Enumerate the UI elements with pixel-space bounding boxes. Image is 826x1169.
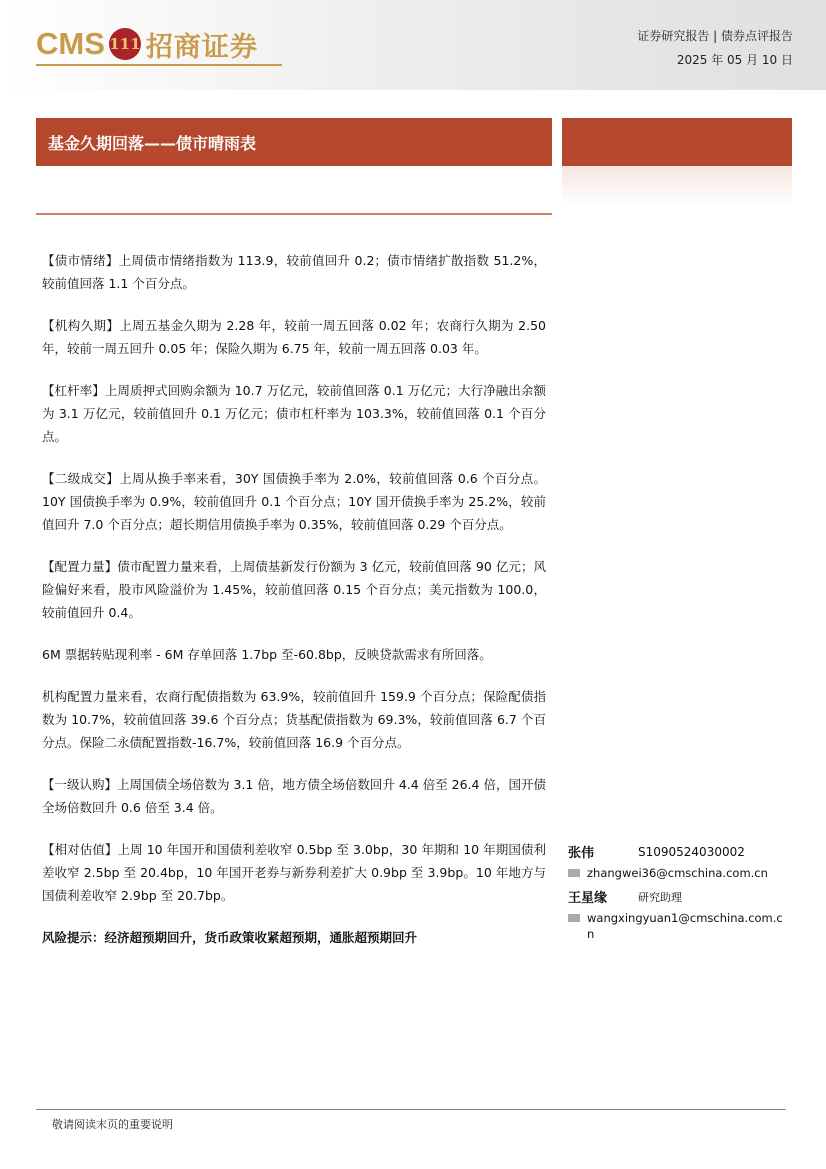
footer-divider [36, 1109, 786, 1110]
paragraph-duration: 【机构久期】上周五基金久期为 2.28 年，较前一周五回落 0.02 年；农商行久期为 2.50 年，较前一周五回升 0.05 年；保险久期为 6.75 年，较前一周五回落 0.03 年。 [42, 318, 546, 356]
analyst-2-row [568, 886, 790, 907]
analyst-1-id: S1090524030002 [638, 844, 745, 859]
logo-emblem-icon: 111 [109, 28, 141, 60]
logo-underline [36, 64, 282, 66]
analyst-1-name: 张伟 [568, 846, 595, 861]
sidebar-fade [562, 166, 792, 206]
page-title: 基金久期回落——债市晴雨表 [48, 133, 257, 153]
paragraph-institution-allocation: 机构配置力量来看，农商行配债指数为 63.9%，较前值回升 159.9 个百分点；保险配债指数为 10.7%，较前值回落 39.6 个百分点；货基配债指数为 69.3%，较前值回落 6.7 个百分点。保险二永债配置指数-16.7%，较前值回落 16.9 个百分点。 [42, 689, 546, 750]
paragraph-bill-rate: 6M 票据转贴现利率 - 6M 存单回落 1.7bp 至-60.8bp，反映贷款需求有所回落。 [42, 647, 492, 662]
mail-icon [568, 914, 580, 922]
paragraph-primary-subscription: 【一级认购】上周国债全场倍数为 3.1 倍，地方债全场倍数回升 4.4 倍至 26.4 倍，国开债全场倍数回升 0.6 倍至 3.4 倍。 [42, 777, 546, 815]
analyst-2-email[interactable]: wangxingyuan1@cmschina.com.cn [587, 911, 783, 941]
paragraph-secondary-trading: 【二级成交】上周从换手率来看，30Y 国债换手率为 2.0%，较前值回落 0.6 个百分点。10Y 国债换手率为 0.9%，较前值回升 0.1 个百分点；10Y 国开债换手率为 25.2%，较前值回升 7.0 个百分点；超长期信用债换手率为 0.35%，较前值回落 0.29 个百分点。 [42, 471, 546, 532]
paragraph-sentiment: 【债市情绪】上周债市情绪指数为 113.9，较前值回升 0.2；债市情绪扩散指数 51.2%，较前值回落 1.1 个百分点。 [42, 253, 546, 291]
report-type: 证券研究报告 | 债券点评报告 [637, 29, 793, 43]
analyst-panel [568, 841, 790, 942]
logo-chinese-text: 招商证券 [145, 31, 258, 63]
analyst-2-name: 王星缘 [568, 891, 608, 906]
mail-icon [568, 869, 580, 877]
paragraph-leverage: 【杠杆率】上周质押式回购余额为 10.7 万亿元，较前值回落 0.1 万亿元；大行净融出余额为 3.1 万亿元，较前值回升 0.1 万亿元；债市杠杆率为 103.3%，较前值回落 0.1 个百分点。 [42, 383, 546, 444]
sidebar-header-bar [562, 118, 792, 166]
paragraph-relative-valuation: 【相对估值】上周 10 年国开和国债利差收窄 0.5bp 至 3.0bp，30 年期和 10 年期国债利差收窄 2.5bp 至 20.4bp，10 年国开老券与新券利差扩大 0.9bp 至 3.9bp。10 年地方与国债利差收窄 2.9bp 至 20.7bp。 [42, 842, 546, 903]
analyst-1-row [568, 841, 790, 862]
title-divider [36, 213, 552, 215]
report-body [42, 249, 546, 962]
analyst-2-email-row [568, 910, 790, 942]
analyst-1-email-row [568, 862, 790, 883]
footer-note: 敬请阅读末页的重要说明 [52, 1118, 173, 1131]
analyst-1-email[interactable]: zhangwei36@cmschina.com.cn [587, 865, 768, 880]
analyst-2-role: 研究助理 [638, 890, 682, 904]
logo-cms-text: CMS [36, 26, 105, 61]
report-date: 2025 年 05 月 10 日 [676, 53, 793, 67]
risk-warning: 风险提示：经济超预期回升，货币政策收紧超预期，通胀超预期回升 [42, 930, 418, 945]
paragraph-allocation: 【配置力量】债市配置力量来看，上周债基新发行份额为 3 亿元，较前值回落 90 亿元；风险偏好来看，股市风险溢价为 1.45%，较前值回落 0.15 个百分点；美元指数为 100.0，较前值回升 0.4。 [42, 559, 546, 620]
company-logo [36, 24, 258, 64]
title-bar [36, 118, 552, 166]
